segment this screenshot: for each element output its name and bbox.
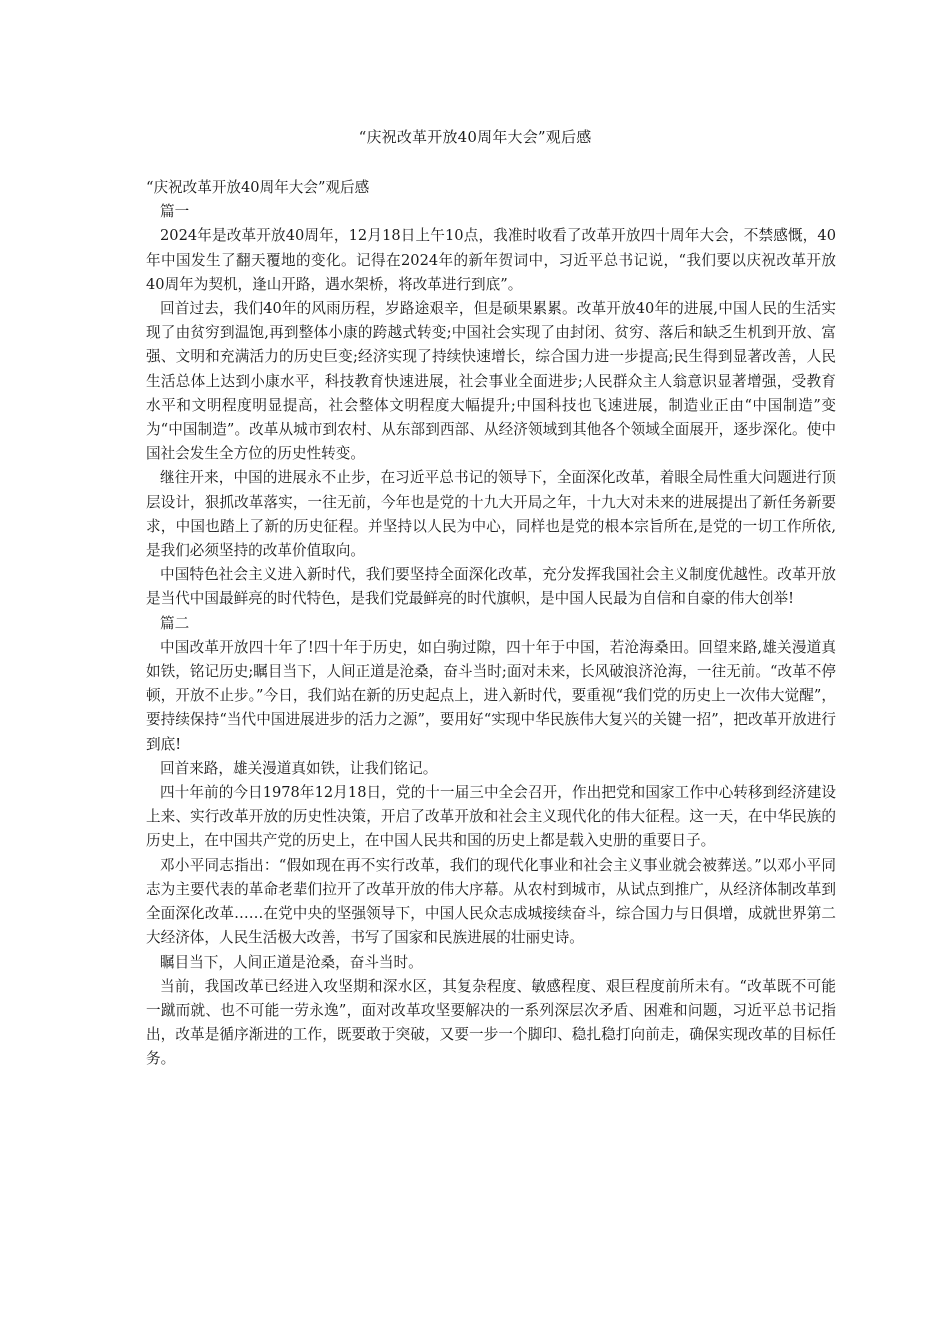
section-label-1: 篇一	[160, 203, 190, 221]
paragraph: 中国改革开放四十年了!四十年于历史，如白驹过隙，四十年于中国，若沧海桑田。回望来路,雄关漫道真如铁，铭记历史;瞩目当下，人间正道是沧桑，奋斗当时;面对未来，长风破浪济沧海，一往无前。“改革不停顿，开放不止步。”今日，我们站在新的历史起点上，进入新时代，要重视“我们党的历史上一次伟大觉醒”，要持续保持“当代中国进展进步的活力之源”，要用好“实现中华民族伟大复兴的关键一招”，把改革开放进行到底!	[146, 638, 836, 753]
paragraph: 中国特色社会主义进入新时代，我们要坚持全面深化改革，充分发挥我国社会主义制度优越性。改革开放是当代中国最鲜亮的时代特色，是我们党最鲜亮的时代旗帜，是中国人民最为自信和自豪的伟大创举!	[146, 566, 836, 608]
paragraph: 回首来路，雄关漫道真如铁，让我们铭记。	[160, 759, 438, 777]
paragraph: 2024年是改革开放40周年，12月18日上午10点，我准时收看了改革开放四十周年大会，不禁感慨，40年中国发生了翻天覆地的变化。记得在2024年的新年贺词中，习近平总书记说，“我们要以庆祝改革开放40周年为契机，逢山开路，遇水架桥，将改革进行到底”。	[146, 227, 836, 293]
document-heading: “庆祝改革开放40周年大会”观后感	[146, 179, 370, 196]
page-title: “庆祝改革开放40周年大会”观后感	[358, 128, 592, 146]
paragraph: 四十年前的今日1978年12月18日，党的十一届三中全会召开，作出把党和国家工作中心转移到经济建设上来、实行改革开放的历史性决策，开启了改革开放和社会主义现代化的伟大征程。这一天，在中华民族的历史上，在中国共产党的历史上，在中国人民共和国的历史上都是载入史册的重要日子。	[146, 784, 836, 850]
paragraph: 瞩目当下，人间正道是沧桑，奋斗当时。	[160, 953, 423, 971]
document-body	[146, 176, 836, 1072]
paragraph: 当前，我国改革已经进入攻坚期和深水区，其复杂程度、敏感程度、艰巨程度前所未有。“改革既不可能一蹴而就、也不可能一劳永逸”，面对改革攻坚要解决的一系列深层次矛盾、困难和问题，习近平总书记指出，改革是循序渐进的工作，既要敢于突破，又要一步一个脚印、稳扎稳打向前走，确保实现改革的目标任务。	[146, 977, 836, 1068]
section-label-2: 篇二	[160, 614, 190, 632]
paragraph: 回首过去，我们40年的风雨历程，岁路途艰辛，但是硕果累累。改革开放40年的进展,中国人民的生活实现了由贫穷到温饱,再到整体小康的跨越式转变;中国社会实现了由封闭、贫穷、落后和缺乏生机到开放、富强、文明和充满活力的历史巨变;经济实现了持续快速增长，综合国力进一步提高;民生得到显著改善，人民生活总体上达到小康水平，科技教育快速进展，社会事业全面进步;人民群众主人翁意识显著增强，受教育水平和文明程度明显提高，社会整体文明程度大幅提升;中国科技也飞速进展，制造业正由“中国制造”变为“中国制造”。改革从城市到农村、从东部到西部、从经济领域到其他各个领域全面展开，逐步深化。使中国社会发生全方位的历史性转变。	[146, 300, 836, 463]
paragraph: 邓小平同志指出：“假如现在再不实行改革，我们的现代化事业和社会主义事业就会被葬送。”以邓小平同志为主要代表的革命老辈们拉开了改革开放的伟大序幕。从农村到城市，从试点到推广，从经济体制改革到全面深化改革……在党中央的坚强领导下，中国人民众志成城接续奋斗，综合国力与日俱增，成就世界第二大经济体，人民生活极大改善，书写了国家和民族进展的壮丽史诗。	[146, 856, 836, 947]
paragraph: 继往开来，中国的进展永不止步，在习近平总书记的领导下，全面深化改革，着眼全局性重大问题进行顶层设计，狠抓改革落实，一往无前，今年也是党的十九大开局之年，十九大对未来的进展提出了新任务新要求，中国也踏上了新的历史征程。并坚持以人民为中心，同样也是党的根本宗旨所在,是党的一切工作所依,是我们必须坚持的改革价值取向。	[146, 469, 836, 560]
